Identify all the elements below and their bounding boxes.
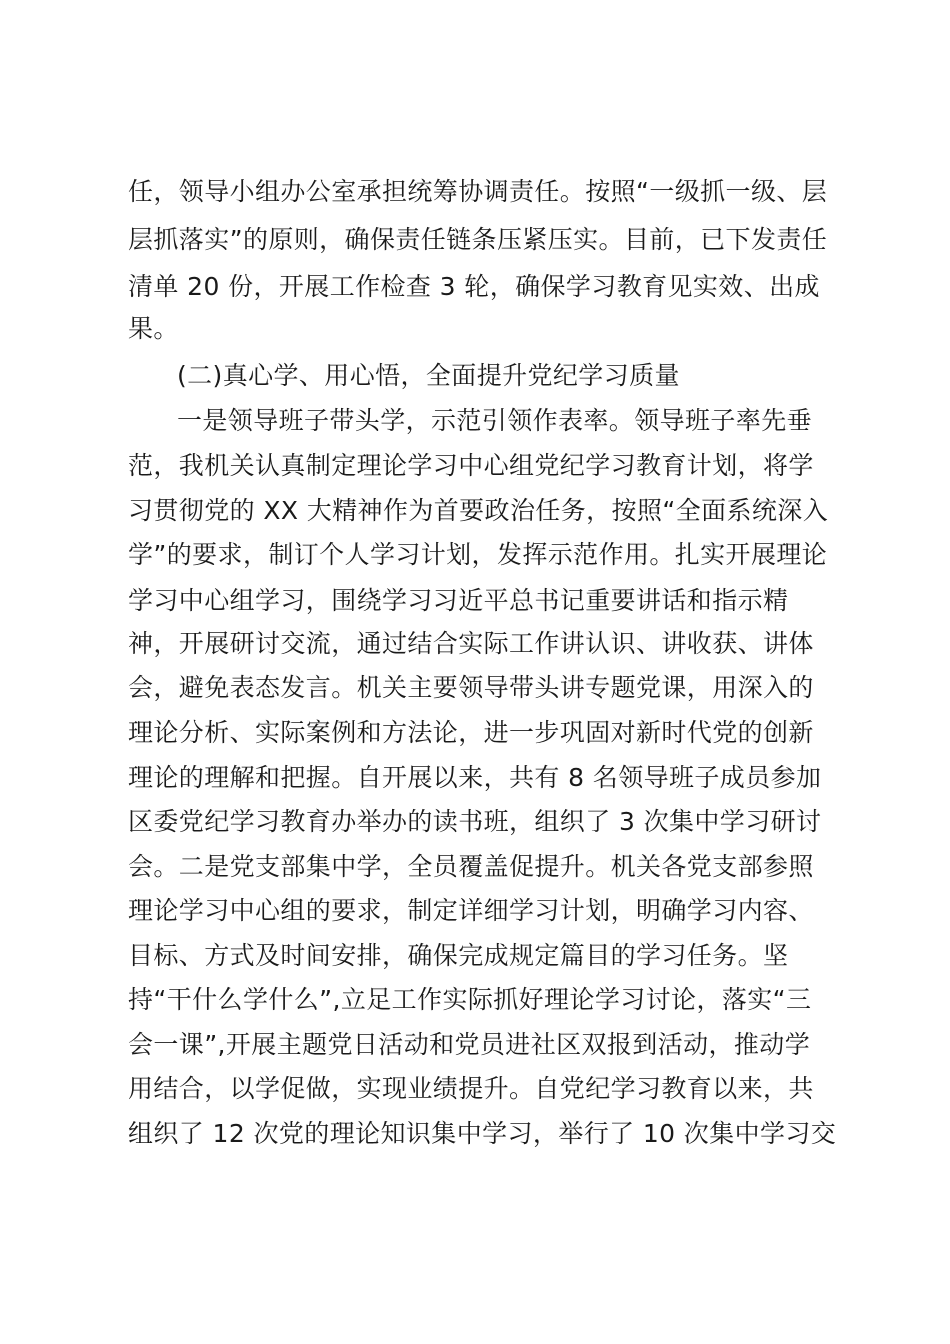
paragraph-line: 理论分析、实际案例和方法论，进一步巩固对新时代党的创新 <box>128 718 814 747</box>
paragraph-line: 会，避免表态发言。机关主要领导带头讲专题党课，用深入的 <box>128 673 814 702</box>
section-heading: (二)真心学、用心悟，全面提升党纪学习质量 <box>177 361 680 390</box>
paragraph-line: 区委党纪学习教育办举办的读书班，组织了 3 次集中学习研讨 <box>128 807 822 836</box>
paragraph-line: 用结合，以学促做，实现业绩提升。自党纪学习教育以来，共 <box>128 1074 814 1103</box>
paragraph-line: 范，我机关认真制定理论学习中心组党纪学习教育计划，将学 <box>128 451 814 480</box>
paragraph-line: 层抓落实”的原则，确保责任链条压紧压实。目前，已下发责任 <box>128 225 828 254</box>
paragraph-line: 目标、方式及时间安排，确保完成规定篇目的学习任务。坚 <box>128 941 789 970</box>
paragraph-line: 一是领导班子带头学，示范引领作表率。领导班子率先垂 <box>177 406 813 435</box>
paragraph-line: 会。二是党支部集中学，全员覆盖促提升。机关各党支部参照 <box>128 852 814 881</box>
paragraph-line: 习贯彻党的 XX 大精神作为首要政治任务，按照“全面系统深入 <box>128 496 829 525</box>
paragraph-line: 神，开展研讨交流，通过结合实际工作讲认识、讲收获、讲体 <box>128 629 814 658</box>
paragraph-line: 果。 <box>128 314 179 343</box>
paragraph-line: 理论的理解和把握。自开展以来，共有 8 名领导班子成员参加 <box>128 763 822 792</box>
paragraph-line: 学”的要求，制订个人学习计划，发挥示范作用。扎实开展理论 <box>128 540 828 569</box>
paragraph-line: 任，领导小组办公室承担统筹协调责任。按照“一级抓一级、层 <box>128 177 828 206</box>
paragraph-line: 持“干什么学什么”,立足工作实际抓好理论学习讨论，落实“三 <box>128 985 812 1014</box>
paragraph-line: 学习中心组学习，围绕学习习近平总书记重要讲话和指示精 <box>128 586 789 615</box>
paragraph-line: 理论学习中心组的要求，制定详细学习计划，明确学习内容、 <box>128 896 814 925</box>
paragraph-line: 会一课”,开展主题党日活动和党员进社区双报到活动，推动学 <box>128 1030 811 1059</box>
paragraph-line: 清单 20 份，开展工作检查 3 轮，确保学习教育见实效、出成 <box>128 272 820 301</box>
paragraph-line: 组织了 12 次党的理论知识集中学习，举行了 10 次集中学习交 <box>128 1119 837 1148</box>
